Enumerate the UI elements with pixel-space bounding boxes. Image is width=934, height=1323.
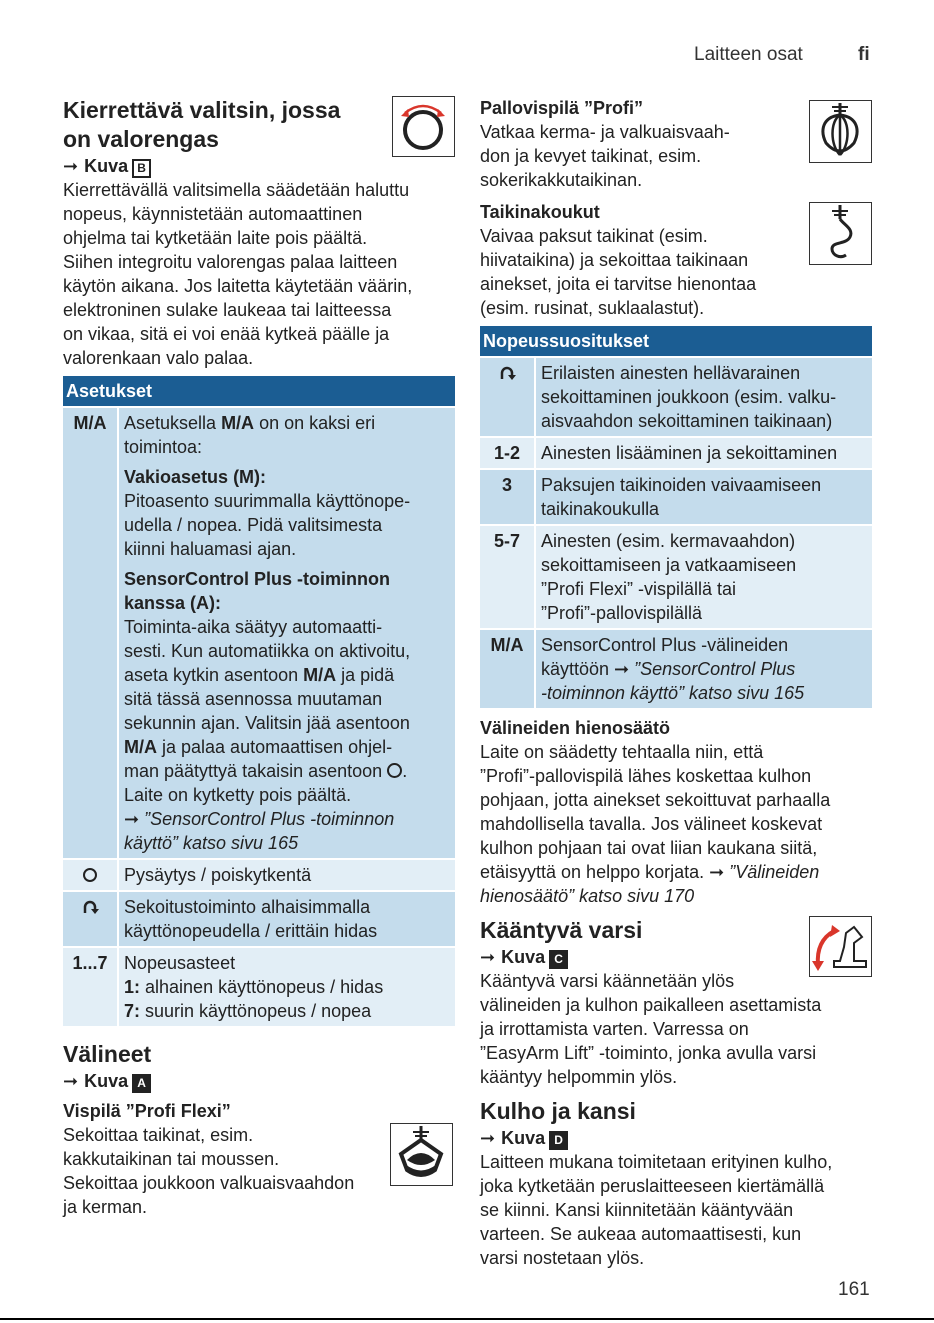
subsection-title: Välineiden hienosäätö xyxy=(480,718,671,738)
left-column xyxy=(63,96,455,1219)
figure-letter-badge: D xyxy=(549,1131,568,1150)
off-symbol-icon xyxy=(83,868,97,882)
cross-reference: ➞ ”SensorControl Plus -toiminnon xyxy=(124,809,395,829)
section-rotary-selector xyxy=(63,96,455,370)
dough-hook-icon xyxy=(809,202,872,265)
speed-table xyxy=(480,326,872,710)
swivel-arm-icon xyxy=(809,916,872,977)
arrow-right-icon: ➞ xyxy=(480,947,496,967)
subsection-title: Taikinakoukut xyxy=(480,202,600,222)
table-row: M/A SensorControl Plus -välineiden käyttöön ➞ ”SensorControl Plus -toiminnon käyttö” katso sivu 165 xyxy=(480,630,872,710)
table-row: Erilaisten ainesten hellävarainen sekoittaminen joukkoon (esim. valku- aisvaahdon sekoittaminen taikinaan) xyxy=(480,356,872,438)
table-row: 5-7 Ainesten (esim. kermavaahdon) sekoittamiseen ja vatkaamiseen ”Profi Flexi” -vispilällä tai ”Profi”-pallovispilällä xyxy=(480,526,872,630)
section-ball-whisk: Pallovispilä ”Profi” Vatkaa kerma- ja valkuaisvaah- don ja kevyet taikinat, esim. sokerikakkutaikinan. xyxy=(480,96,872,192)
table-row: 1...7 Nopeusasteet 1: alhainen käyttönopeus / hidas 7: suurin käyttönopeus / nopea xyxy=(63,948,455,1028)
subsection-title: Vispilä ”Profi Flexi” xyxy=(63,1101,231,1121)
rotary-selector-icon xyxy=(392,96,455,157)
figure-reference: ➞ Kuva C xyxy=(480,945,872,969)
section-title: Välineet xyxy=(63,1041,152,1067)
page-number: 161 xyxy=(838,1279,870,1300)
section-title: Kulho ja kansi xyxy=(480,1098,636,1124)
arrow-right-icon: ➞ xyxy=(63,1071,79,1091)
flexi-whisk-icon xyxy=(390,1123,453,1186)
section-body: Kierrettävällä valitsimella säädetään haluttu nopeus, käynnistetään automaattinen ohjelma tai kytketään laite pois päältä. Siihen integroitu valorengas palaa laitteen käytön aikana. Jos laitetta käytetään väärin, elektroninen sulake laukeaa tai laitteessa on vikaa, sitä ei voi enää kytkeä päälle ja valorenkaan valo palaa. xyxy=(63,180,413,368)
settings-table xyxy=(63,376,455,1028)
off-position-icon xyxy=(387,763,402,778)
section-bowl-and-lid: Kulho ja kansi ➞ Kuva D Laitteen mukana toimitetaan erityinen kulho, joka kytketään peruslaitteeseen kiertämällä se kiinni. Kansi kiinnitetään kääntyvään varteen. Se aukeaa automaattisesti, kun varsi nostetaan ylös. xyxy=(480,1097,872,1270)
table-row: Sekoitustoiminto alhaisimmalla käyttönopeudella / erittäin hidas xyxy=(63,892,455,948)
figure-reference: ➞ Kuva D xyxy=(480,1126,872,1150)
arrow-right-icon: ➞ xyxy=(63,156,79,176)
table-header: Nopeussuositukset xyxy=(480,326,872,356)
table-row: M/A Asetuksella M/A on on kaksi eri toimintoa: Vakioasetus (M): Pitoasento suurimmalla käyttönope- udella / nopea. Pidä valitsimesta kiinni haluamasi ajan. SensorControl Plus -toiminnon kanssa (A): Toiminta-aika säätyy automaatti- sesti. Kun automatiikka on aktivoitu, aseta kytkin asentoon M/A ja pidä sitä tässä asennossa muutaman sekunnin ajan. Valitsin jää asentoon M/A ja palaa automaattisen ohjel- man päätyttyä takaisin asentoon . Laite on kytketty pois päältä. ➞ ”SensorControl Plus -toiminnon käyttö” katso sivu 165 xyxy=(63,406,455,860)
arrow-right-icon: ➞ xyxy=(614,659,630,679)
pulse-icon xyxy=(81,899,99,915)
table-row: Pysäytys / poiskytkentä xyxy=(63,860,455,892)
section-title: Kääntyvä varsi xyxy=(480,917,643,943)
figure-letter-badge: B xyxy=(132,159,151,178)
right-column xyxy=(480,96,872,1270)
arrow-right-icon: ➞ xyxy=(480,1128,496,1148)
table-row: 3 Paksujen taikinoiden vaivaamiseen taikinakoukulla xyxy=(480,470,872,526)
pulse-icon xyxy=(498,365,516,381)
table-row: 1-2 Ainesten lisääminen ja sekoittaminen xyxy=(480,438,872,470)
figure-letter-badge: C xyxy=(549,950,568,969)
table-header: Asetukset xyxy=(63,376,455,406)
ball-whisk-icon xyxy=(809,100,872,163)
language-code: fi xyxy=(858,44,870,65)
section-title: Kierrettävä valitsin, jossa on valorengas xyxy=(63,97,341,152)
section-tool-adjustment: Välineiden hienosäätö Laite on säädetty tehtaalla niin, että ”Profi”-pallovispilä lähes koskettaa kulhon pohjaan, jotta ainekset sekoittuvat parhaalla mahdollisella tavalla. Jos välineet koskevat kulhon pohjaan tai ovat liian kaukana siitä, etäisyyttä on helppo korjata. ➞ ”Välineiden hienosäätö” katso sivu 170 xyxy=(480,716,872,908)
section-dough-hooks: Taikinakoukut Vaivaa paksut taikinat (esim. hiivataikina) ja sekoittaa taikinaan ainekset, joita ei tarvitse hienontaa (esim. rusinat, suklaalastut). xyxy=(480,200,872,320)
arrow-right-icon: ➞ xyxy=(709,862,725,882)
section-body: Sekoittaa taikinat, esim. kakkutaikinan tai moussen. Sekoittaa joukkoon valkuaisvaahdon ja kerman. xyxy=(63,1125,355,1217)
figure-reference: ➞ Kuva B xyxy=(63,154,455,178)
running-header-title: Laitteen osat xyxy=(694,44,803,65)
figure-reference: ➞ Kuva A xyxy=(63,1069,455,1093)
section-swivel-arm: Kääntyvä varsi ➞ Kuva C Kääntyvä varsi käännetään ylös välineiden ja kulhon paikalleen asettamista ja irrottamista varten. Varressa on ”EasyArm Lift” -toiminto, jonka avulla varsi kääntyy helpommin ylös. xyxy=(480,916,872,1089)
figure-letter-badge: A xyxy=(132,1074,151,1093)
arrow-right-icon: ➞ xyxy=(124,809,140,829)
section-tools xyxy=(63,1040,455,1219)
subsection-title: Pallovispilä ”Profi” xyxy=(480,98,644,118)
page-bottom-rule xyxy=(0,1318,934,1320)
